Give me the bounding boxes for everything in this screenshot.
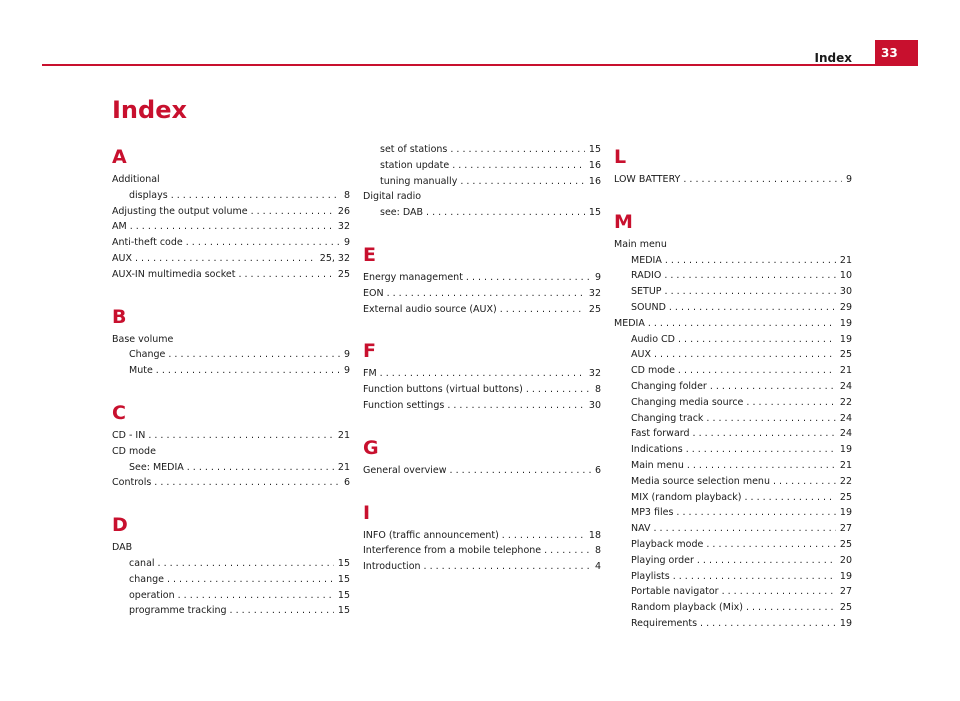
index-page-ref: 21 bbox=[839, 254, 852, 266]
index-letter-heading: C bbox=[112, 401, 126, 424]
index-term: Main menu bbox=[614, 238, 667, 250]
index-page-ref: 21 bbox=[839, 459, 852, 471]
index-subentry bbox=[112, 588, 350, 604]
index-subentry bbox=[614, 569, 852, 585]
index-term: canal bbox=[129, 557, 155, 569]
dot-leader bbox=[380, 366, 585, 382]
index-subentry bbox=[614, 490, 852, 506]
index-term: FM bbox=[363, 368, 377, 380]
index-page-ref: 9 bbox=[343, 365, 350, 377]
index-term: CD - IN bbox=[112, 429, 146, 441]
index-term: See: MEDIA bbox=[129, 461, 184, 473]
dot-leader bbox=[648, 316, 836, 332]
dot-leader bbox=[230, 603, 334, 619]
index-letter-heading: I bbox=[363, 501, 371, 524]
index-term: External audio source (AUX) bbox=[363, 303, 497, 315]
index-subentry bbox=[112, 363, 350, 379]
index-entry bbox=[363, 463, 601, 479]
index-letter-heading: E bbox=[363, 243, 376, 266]
index-subentry bbox=[614, 300, 852, 316]
index-term: MP3 files bbox=[631, 507, 674, 519]
index-entry bbox=[363, 559, 601, 575]
index-page-ref: 8 bbox=[594, 545, 601, 557]
index-page-ref: 21 bbox=[337, 429, 350, 441]
index-entry bbox=[614, 172, 852, 188]
index-term: AM bbox=[112, 221, 127, 233]
index-page-ref: 21 bbox=[839, 365, 852, 377]
index-entry bbox=[363, 286, 601, 302]
index-entry bbox=[614, 316, 852, 332]
index-term: CD mode bbox=[112, 445, 156, 457]
dot-leader bbox=[678, 332, 836, 348]
index-entry bbox=[614, 237, 852, 253]
index-term: MIX (random playback) bbox=[631, 491, 742, 503]
dot-leader bbox=[500, 302, 585, 318]
index-term: AUX-IN multimedia socket bbox=[112, 268, 236, 280]
index-page-ref: 15 bbox=[588, 207, 601, 219]
index-entry bbox=[112, 428, 350, 444]
index-page-ref: 15 bbox=[337, 605, 350, 617]
index-term: CD mode bbox=[631, 365, 675, 377]
index-entry bbox=[363, 302, 601, 318]
index-subentry bbox=[614, 347, 852, 363]
index-letter-heading: D bbox=[112, 514, 128, 537]
index-term: set of stations bbox=[380, 144, 448, 155]
index-page-ref: 19 bbox=[839, 617, 852, 629]
dot-leader bbox=[168, 347, 340, 363]
dot-leader bbox=[706, 411, 835, 427]
dot-leader bbox=[171, 188, 340, 204]
dot-leader bbox=[238, 267, 333, 283]
index-page-ref: 6 bbox=[343, 477, 350, 489]
index-letter-heading: M bbox=[614, 210, 633, 233]
dot-leader bbox=[654, 347, 836, 363]
index-subentry bbox=[614, 395, 852, 411]
index-term: MEDIA bbox=[631, 254, 662, 266]
index-term: Interference from a mobile telephone bbox=[363, 545, 542, 557]
index-page-ref: 25, 32 bbox=[319, 252, 350, 264]
index-term: Mute bbox=[129, 365, 153, 377]
index-entry bbox=[112, 172, 350, 188]
index-page-ref: 15 bbox=[337, 573, 350, 585]
index-term: Change bbox=[129, 349, 166, 361]
dot-leader bbox=[710, 379, 836, 395]
index-subentry bbox=[112, 460, 350, 476]
dot-leader bbox=[424, 559, 591, 575]
dot-leader bbox=[178, 588, 334, 604]
dot-leader bbox=[697, 553, 836, 569]
index-term: MEDIA bbox=[614, 317, 645, 329]
index-term: RADIO bbox=[631, 270, 662, 282]
index-page-ref: 15 bbox=[588, 144, 601, 155]
index-page-ref: 9 bbox=[845, 174, 852, 185]
index-subentry bbox=[614, 426, 852, 442]
index-subentry bbox=[363, 205, 601, 221]
index-entry bbox=[363, 543, 601, 559]
index-page-ref: 25 bbox=[337, 268, 350, 280]
index-page-ref: 16 bbox=[588, 159, 601, 171]
index-term: Media source selection menu bbox=[631, 475, 770, 487]
index-subentry bbox=[614, 553, 852, 569]
index-subentry bbox=[363, 158, 601, 174]
index-subentry bbox=[614, 253, 852, 269]
dot-leader bbox=[687, 458, 836, 474]
page-title: Index bbox=[112, 96, 187, 124]
index-page-ref: 19 bbox=[839, 317, 852, 329]
index-subentry bbox=[614, 458, 852, 474]
index-letter-heading: F bbox=[363, 340, 376, 363]
index-entry bbox=[112, 475, 350, 491]
index-entry bbox=[363, 270, 601, 286]
dot-leader bbox=[544, 543, 591, 559]
index-term: Audio CD bbox=[631, 333, 675, 345]
index-page-ref: 19 bbox=[839, 570, 852, 582]
index-page-ref: 25 bbox=[839, 602, 852, 614]
dot-leader bbox=[686, 442, 836, 458]
index-term: Controls bbox=[112, 477, 152, 489]
dot-leader bbox=[664, 268, 836, 284]
dot-leader bbox=[693, 426, 836, 442]
index-entry bbox=[112, 204, 350, 220]
page-number-badge: 33 bbox=[875, 40, 918, 66]
dot-leader bbox=[746, 395, 836, 411]
index-term: tuning manually bbox=[380, 175, 458, 187]
dot-leader bbox=[673, 569, 836, 585]
dot-leader bbox=[148, 428, 334, 444]
index-letter-heading: G bbox=[363, 436, 379, 459]
index-page-ref: 9 bbox=[343, 349, 350, 361]
index-entry bbox=[363, 366, 601, 382]
index-page-ref: 4 bbox=[594, 561, 601, 573]
dot-leader bbox=[678, 363, 836, 379]
index-entry bbox=[363, 382, 601, 398]
index-subentry bbox=[363, 174, 601, 190]
index-subentry bbox=[614, 537, 852, 553]
index-page-ref: 25 bbox=[839, 349, 852, 361]
index-page-ref: 32 bbox=[337, 221, 350, 233]
index-term: operation bbox=[129, 589, 175, 601]
index-term: Portable navigator bbox=[631, 586, 719, 598]
index-subentry bbox=[112, 188, 350, 204]
index-term: Fast forward bbox=[631, 428, 690, 440]
index-page-ref: 25 bbox=[588, 303, 601, 315]
dot-leader bbox=[186, 235, 340, 251]
index-term: see: DAB bbox=[380, 207, 424, 219]
index-entry bbox=[112, 251, 350, 267]
index-subentry bbox=[614, 332, 852, 348]
index-term: DAB bbox=[112, 542, 133, 554]
index-page-ref: 20 bbox=[839, 554, 852, 566]
index-page-ref: 15 bbox=[337, 589, 350, 601]
index-page-ref: 27 bbox=[839, 523, 852, 535]
index-term: displays bbox=[129, 189, 168, 201]
index-page-ref: 29 bbox=[839, 301, 852, 313]
index-term: Function settings bbox=[363, 399, 445, 411]
index-subentry bbox=[112, 603, 350, 619]
index-subentry bbox=[614, 521, 852, 537]
index-page-ref: 8 bbox=[594, 384, 601, 396]
dot-leader bbox=[722, 584, 836, 600]
index-page-ref: 27 bbox=[839, 586, 852, 598]
dot-leader bbox=[450, 142, 585, 158]
index-term: Playback mode bbox=[631, 538, 704, 550]
dot-leader bbox=[156, 363, 340, 379]
dot-leader bbox=[669, 300, 836, 316]
index-subentry bbox=[614, 411, 852, 427]
index-subentry bbox=[112, 572, 350, 588]
index-page-ref: 19 bbox=[839, 507, 852, 519]
index-page-ref: 30 bbox=[839, 286, 852, 298]
dot-leader bbox=[745, 490, 836, 506]
index-letter-heading: L bbox=[614, 146, 627, 168]
dot-leader bbox=[187, 460, 334, 476]
dot-leader bbox=[426, 205, 585, 221]
index-term: Adjusting the output volume bbox=[112, 205, 248, 217]
index-entry bbox=[363, 189, 601, 205]
index-subentry bbox=[614, 505, 852, 521]
index-term: General overview bbox=[363, 464, 447, 476]
dot-leader bbox=[746, 600, 836, 616]
index-page-ref: 18 bbox=[588, 529, 601, 541]
index-subentry bbox=[112, 556, 350, 572]
index-entry bbox=[112, 219, 350, 235]
dot-leader bbox=[665, 253, 836, 269]
dot-leader bbox=[526, 382, 591, 398]
index-page-ref: 16 bbox=[588, 175, 601, 187]
index-page-ref: 19 bbox=[839, 333, 852, 345]
dot-leader bbox=[135, 251, 316, 267]
index-term: AUX bbox=[631, 349, 651, 361]
index-subentry bbox=[614, 474, 852, 490]
dot-leader bbox=[700, 616, 836, 632]
index-page-ref: 25 bbox=[839, 538, 852, 550]
index-page-ref: 10 bbox=[839, 270, 852, 282]
dot-leader bbox=[460, 174, 585, 190]
index-term: Energy management bbox=[363, 271, 463, 283]
dot-leader bbox=[773, 474, 836, 490]
index-term: programme tracking bbox=[129, 605, 227, 617]
index-page-ref: 8 bbox=[343, 189, 350, 201]
index-page-ref: 15 bbox=[337, 557, 350, 569]
index-term: Changing track bbox=[631, 412, 704, 424]
dot-leader bbox=[466, 270, 591, 286]
dot-leader bbox=[676, 505, 835, 521]
running-header-title: Index bbox=[814, 51, 852, 65]
index-page-ref: 24 bbox=[839, 412, 852, 424]
index-entry bbox=[112, 235, 350, 251]
index-term: INFO (traffic announcement) bbox=[363, 529, 499, 541]
index-term: NAV bbox=[631, 523, 651, 535]
dot-leader bbox=[251, 204, 334, 220]
index-page-ref: 21 bbox=[337, 461, 350, 473]
index-page-ref: 6 bbox=[594, 464, 601, 476]
index-subentry bbox=[614, 284, 852, 300]
dot-leader bbox=[654, 521, 836, 537]
index-term: AUX bbox=[112, 252, 132, 264]
index-subentry bbox=[614, 363, 852, 379]
dot-leader bbox=[167, 572, 334, 588]
index-entry bbox=[112, 540, 350, 556]
index-page-ref: 9 bbox=[594, 271, 601, 283]
index-entry bbox=[363, 398, 601, 414]
index-term: LOW BATTERY bbox=[614, 174, 681, 185]
index-term: Introduction bbox=[363, 561, 421, 573]
index-term: Playlists bbox=[631, 570, 670, 582]
index-entry bbox=[112, 444, 350, 460]
index-term: Base volume bbox=[112, 333, 174, 345]
index-page-ref: 9 bbox=[343, 237, 350, 249]
index-term: EON bbox=[363, 287, 384, 299]
index-term: Changing media source bbox=[631, 396, 744, 408]
index-entry bbox=[363, 528, 601, 544]
index-term: Requirements bbox=[631, 617, 698, 629]
index-term: station update bbox=[380, 159, 450, 171]
index-entry bbox=[112, 332, 350, 348]
index-page-ref: 22 bbox=[839, 475, 852, 487]
index-page-ref: 19 bbox=[839, 444, 852, 456]
index-term: Anti-theft code bbox=[112, 237, 183, 249]
index-subentry bbox=[614, 616, 852, 632]
dot-leader bbox=[452, 158, 585, 174]
index-page-ref: 22 bbox=[839, 396, 852, 408]
dot-leader bbox=[450, 463, 591, 479]
index-term: Digital radio bbox=[363, 191, 422, 203]
index-page-ref: 25 bbox=[839, 491, 852, 503]
index-column-3 bbox=[614, 142, 852, 632]
index-term: Random playback (Mix) bbox=[631, 602, 743, 614]
index-column-1 bbox=[112, 142, 350, 619]
dot-leader bbox=[502, 528, 585, 544]
index-subentry bbox=[112, 347, 350, 363]
index-subentry bbox=[614, 584, 852, 600]
index-term: Function buttons (virtual buttons) bbox=[363, 384, 523, 396]
index-term: Indications bbox=[631, 444, 683, 456]
index-subentry bbox=[614, 600, 852, 616]
index-entry bbox=[112, 267, 350, 283]
index-term: Additional bbox=[112, 174, 160, 185]
index-page-ref: 26 bbox=[337, 205, 350, 217]
index-page-ref: 32 bbox=[588, 287, 601, 299]
index-page-ref: 24 bbox=[839, 380, 852, 392]
index-term: Changing folder bbox=[631, 380, 707, 392]
dot-leader bbox=[683, 172, 842, 188]
index-page-ref: 30 bbox=[588, 399, 601, 411]
index-subentry bbox=[614, 379, 852, 395]
dot-leader bbox=[665, 284, 836, 300]
dot-leader bbox=[387, 286, 585, 302]
dot-leader bbox=[447, 398, 585, 414]
index-page-ref: 32 bbox=[588, 368, 601, 380]
index-term: SOUND bbox=[631, 301, 666, 313]
dot-leader bbox=[130, 219, 334, 235]
index-page-ref: 24 bbox=[839, 428, 852, 440]
index-subentry bbox=[614, 268, 852, 284]
index-term: SETUP bbox=[631, 286, 662, 298]
index-subentry bbox=[614, 442, 852, 458]
index-letter-heading: B bbox=[112, 305, 127, 328]
index-term: Playing order bbox=[631, 554, 694, 566]
dot-leader bbox=[158, 556, 334, 572]
header-rule bbox=[42, 64, 918, 66]
index-column-2 bbox=[363, 142, 601, 575]
index-subentry bbox=[363, 142, 601, 158]
dot-leader bbox=[706, 537, 836, 553]
index-letter-heading: A bbox=[112, 146, 127, 168]
index-term: Main menu bbox=[631, 459, 684, 471]
dot-leader bbox=[154, 475, 340, 491]
index-term: change bbox=[129, 573, 164, 585]
